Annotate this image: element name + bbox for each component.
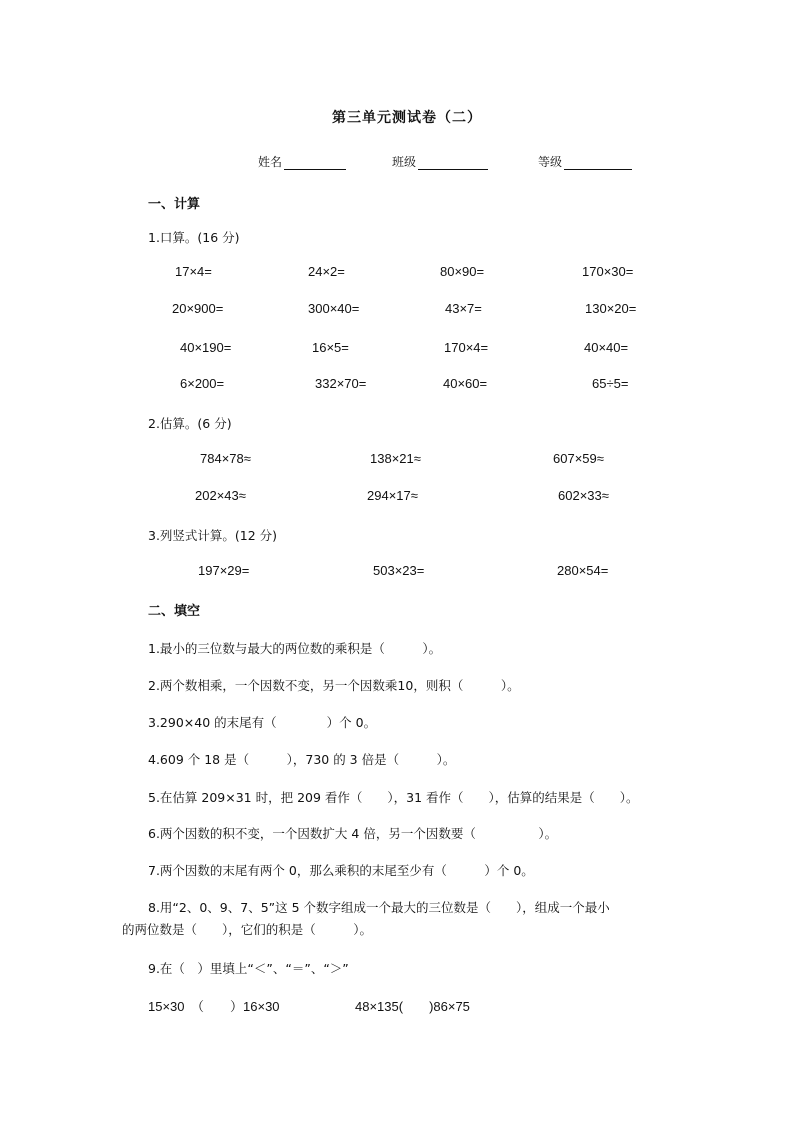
q2-item: 607×59≈ <box>553 451 604 466</box>
q1-item: 20×900= <box>172 301 224 316</box>
name-field[interactable] <box>258 153 346 170</box>
fill-item: 9.在（ ）里填上“＜”、“＝”、“＞” <box>148 961 349 976</box>
q1-item: 6×200= <box>180 376 225 391</box>
fill-item: 8.用“2、0、9、7、5”这 5 个数字组成一个最大的三位数是（ ），组成一个最小 <box>148 900 610 915</box>
q1-item: 300×40= <box>308 301 360 316</box>
q3-item: 197×29= <box>198 563 250 578</box>
grade-label: 等级 <box>538 155 563 169</box>
q3-item: 503×23= <box>373 563 425 578</box>
q3-item: 280×54= <box>557 563 609 578</box>
compare-item: 48×135( )86×75 <box>355 999 470 1014</box>
q1-item: 40×190= <box>180 340 232 355</box>
q1-item: 130×20= <box>585 301 637 316</box>
fill-item: 1.最小的三位数与最大的两位数的乘积是（ ）。 <box>148 641 442 656</box>
q1-item: 40×60= <box>443 376 488 391</box>
q1-item: 40×40= <box>584 340 629 355</box>
q1-item: 170×30= <box>582 264 634 279</box>
grade-field[interactable] <box>538 153 632 170</box>
name-label: 姓名 <box>258 155 283 169</box>
q3-label: 3.列竖式计算。(12 分) <box>148 528 278 543</box>
q1-item: 80×90= <box>440 264 485 279</box>
fill-item: 7.两个因数的末尾有两个 0，那么乘积的末尾至少有（ ）个 0。 <box>148 863 534 878</box>
q2-label: 2.估算。(6 分) <box>148 416 232 431</box>
fill-item: 5.在估算 209×31 时，把 209 看作（ ），31 看作（ ），估算的结果是（ ）。 <box>148 790 639 805</box>
q2-item: 294×17≈ <box>367 488 418 503</box>
q2-item: 784×78≈ <box>200 451 251 466</box>
section-2-heading: 二、填空 <box>148 604 201 619</box>
q1-label: 1.口算。(16 分) <box>148 230 240 245</box>
q2-item: 138×21≈ <box>370 451 421 466</box>
compare-item: 15×30 （ ）16×30 <box>148 999 280 1014</box>
class-label: 班级 <box>392 155 417 169</box>
q2-item: 602×33≈ <box>558 488 609 503</box>
grade-blank[interactable] <box>564 155 632 170</box>
q1-item: 17×4= <box>175 264 212 279</box>
fill-item: 3.290×40 的末尾有（ ）个 0。 <box>148 715 377 730</box>
q1-item: 43×7= <box>445 301 482 316</box>
class-blank[interactable] <box>418 155 488 170</box>
q1-item: 332×70= <box>315 376 367 391</box>
fill-item-continued: 的两位数是（ ），它们的积是（ ）。 <box>122 922 373 937</box>
page-title: 第三单元测试卷（二） <box>332 110 482 126</box>
q1-item: 16×5= <box>312 340 349 355</box>
class-field[interactable] <box>392 153 488 170</box>
q1-item: 170×4= <box>444 340 489 355</box>
q2-item: 202×43≈ <box>195 488 246 503</box>
section-1-heading: 一、计算 <box>148 197 201 212</box>
fill-item: 4.609 个 18 是（ ），730 的 3 倍是（ ）。 <box>148 752 456 767</box>
name-blank[interactable] <box>284 155 346 170</box>
fill-item: 2.两个数相乘，一个因数不变，另一个因数乘10，则积（ ）。 <box>148 678 520 693</box>
q1-item: 24×2= <box>308 264 345 279</box>
q1-item: 65÷5= <box>592 376 629 391</box>
fill-item: 6.两个因数的积不变，一个因数扩大 4 倍，另一个因数要（ ）。 <box>148 826 558 841</box>
